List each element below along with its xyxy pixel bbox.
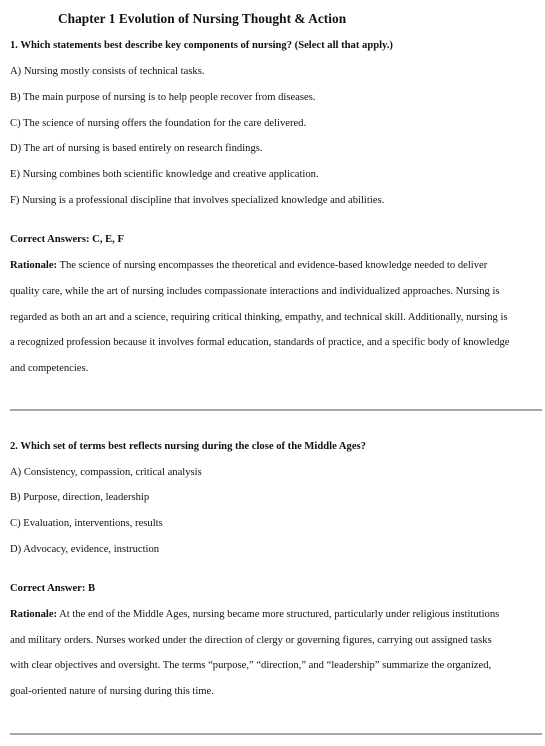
question-2-option-d: D) Advocacy, evidence, instruction [10, 544, 160, 555]
question-1-option-e: E) Nursing combines both scientific knowledge and creative application. [10, 169, 319, 180]
question-1-option-a: A) Nursing mostly consists of technical tasks. [10, 66, 205, 77]
question-2-rationale-line-3: with clear objectives and oversight. The terms “purpose,” “direction,” and “leadership” summarize the organized, [10, 660, 492, 671]
question-2-option-b: B) Purpose, direction, leadership [10, 492, 150, 503]
question-1-rationale-label: Rationale: [10, 260, 58, 271]
question-2-rationale-line-2: and military orders. Nurses worked under the direction of clergy or governing figures, carrying out assigned tasks [10, 635, 492, 646]
question-2-rationale-line-1 [10, 608, 499, 622]
question-2-stem: 2. Which set of terms best reflects nursing during the close of the Middle Ages? [10, 441, 366, 452]
question-2-option-c: C) Evaluation, interventions, results [10, 518, 163, 529]
question-1-stem: 1. Which statements best describe key components of nursing? (Select all that apply.) [10, 40, 393, 51]
chapter-title: Chapter 1 Evolution of Nursing Thought & Action [58, 11, 347, 26]
question-2-rationale-text-1: At the end of the Middle Ages, nursing became more structured, particularly under religious institutions [57, 609, 500, 620]
question-1-rationale-text-1: The science of nursing encompasses the theoretical and evidence-based knowledge needed to deliver [57, 260, 488, 271]
question-1-rationale-line-2: quality care, while the art of nursing includes compassionate interactions and individualized approaches. Nursing is [10, 286, 500, 297]
section-divider [10, 733, 542, 735]
question-1-option-c: C) The science of nursing offers the foundation for the care delivered. [10, 118, 307, 129]
question-1-rationale-line-3: regarded as both an art and a science, requiring critical thinking, empathy, and technical skill. Additionally, nursing is [10, 312, 508, 323]
question-2-correct-answer: Correct Answer: B [10, 583, 96, 594]
section-divider [10, 409, 542, 411]
question-1-option-d: D) The art of nursing is based entirely on research findings. [10, 143, 263, 154]
question-2-rationale-label: Rationale: [10, 609, 58, 620]
question-1-option-f: F) Nursing is a professional discipline that involves specialized knowledge and abilities. [10, 195, 385, 206]
question-1-correct-answer: Correct Answers: C, E, F [10, 234, 124, 245]
question-1-rationale-line-5: and competencies. [10, 363, 89, 374]
question-2-option-a: A) Consistency, compassion, critical analysis [10, 467, 202, 478]
question-2-rationale-line-4: goal-oriented nature of nursing during this time. [10, 686, 214, 697]
question-1-rationale-line-4: a recognized profession because it involves formal education, standards of practice, and a specific body of knowledge [10, 337, 510, 348]
question-1-option-b: B) The main purpose of nursing is to help people recover from diseases. [10, 92, 316, 103]
question-1-rationale-line-1 [10, 259, 487, 273]
